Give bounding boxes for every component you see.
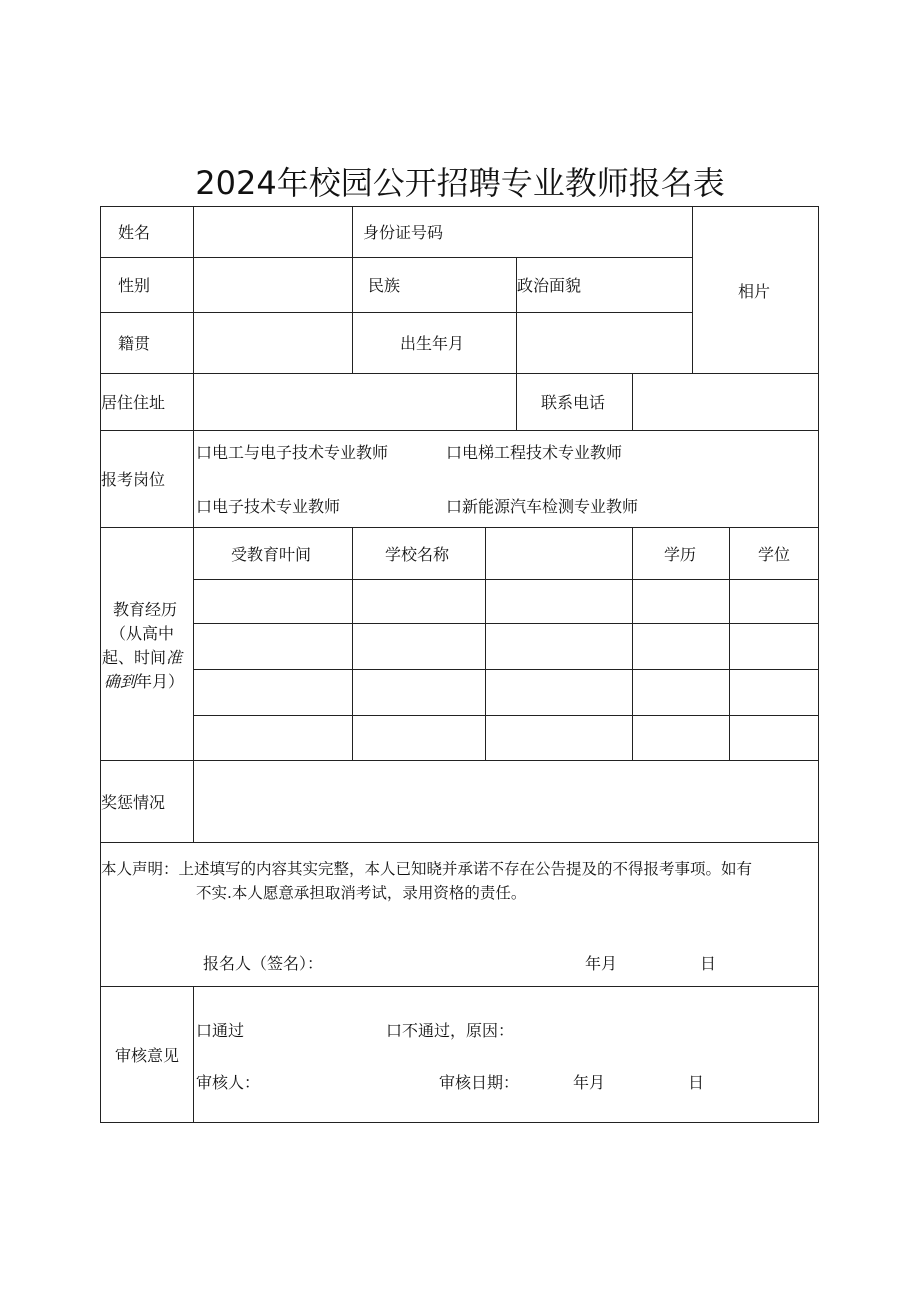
education-label-line3b: 准 xyxy=(166,648,183,667)
row-divider xyxy=(193,579,819,580)
review-year-month: 年月 xyxy=(573,1073,606,1092)
review-day: 日 xyxy=(688,1073,705,1092)
row-divider xyxy=(100,257,693,258)
awards-label: 奖惩情况 xyxy=(101,793,166,812)
row-divider xyxy=(100,373,819,374)
col-divider xyxy=(352,527,353,761)
col-divider xyxy=(485,527,486,761)
row-divider xyxy=(100,430,819,431)
declaration-year-month: 年月 xyxy=(585,954,618,973)
table-border-bottom xyxy=(100,1122,819,1123)
position-label: 报考岗位 xyxy=(101,470,166,489)
education-label-line4a: 确到 xyxy=(104,672,137,691)
position-option-4[interactable]: 口新能源汽车检测专业教师 xyxy=(446,497,639,516)
col-divider xyxy=(632,373,633,431)
row-divider xyxy=(193,623,819,624)
review-date-label: 审核日期： xyxy=(439,1073,520,1092)
row-divider xyxy=(100,842,819,843)
address-label: 居住住址 xyxy=(101,393,166,412)
row-divider xyxy=(100,760,819,761)
political-status-label: 政治面貌 xyxy=(517,276,582,295)
reviewer-label: 审核人： xyxy=(196,1073,261,1092)
birth-date-label: 出生年月 xyxy=(400,334,465,353)
ethnicity-label: 民族 xyxy=(368,276,401,295)
row-divider xyxy=(100,527,819,528)
col-divider xyxy=(632,527,633,761)
page-title: 2024年校园公开招聘专业教师报名表 xyxy=(195,164,725,202)
position-option-3[interactable]: 口电子技术专业教师 xyxy=(196,497,341,516)
education-label-line1: 教育经历 xyxy=(113,600,178,619)
edu-header-degree-level: 学历 xyxy=(664,545,697,564)
row-divider xyxy=(100,312,693,313)
row-divider xyxy=(193,669,819,670)
education-label-line4b: 年 xyxy=(136,672,153,691)
col-divider xyxy=(193,986,194,1123)
edu-header-school: 学校名称 xyxy=(385,545,450,564)
review-label: 审核意见 xyxy=(115,1046,180,1065)
declaration-day: 日 xyxy=(700,954,717,973)
declaration-line1: 本人声明：上述填写的内容其实完整，本人已知晓并承诺不存在公告提及的不得报考事项。如有 xyxy=(101,860,753,878)
declaration-line2: 不实.本人愿意承担取消考试，录用资格的责任。 xyxy=(196,884,527,902)
education-label-line3a: 起、时间 xyxy=(102,648,167,667)
col-divider xyxy=(729,527,730,761)
col-divider xyxy=(193,206,194,761)
education-label-line2: （从高中 xyxy=(110,624,175,643)
education-label-line3 xyxy=(102,648,182,668)
col-divider xyxy=(193,760,194,842)
education-label-line4c: 月） xyxy=(152,672,185,691)
col-divider xyxy=(352,206,353,374)
col-divider xyxy=(692,206,693,374)
photo-label: 相片 xyxy=(738,282,771,301)
name-label: 姓名 xyxy=(118,223,151,242)
education-label-line4 xyxy=(104,672,184,692)
table-border-top xyxy=(100,206,819,207)
position-option-2[interactable]: 口电梯工程技术专业教师 xyxy=(446,443,623,462)
edu-header-degree: 学位 xyxy=(758,545,791,564)
position-option-1[interactable]: 口电工与电子技术专业教师 xyxy=(196,443,389,462)
native-place-label: 籍贯 xyxy=(118,334,151,353)
edu-header-time: 受教育叶间 xyxy=(231,545,312,564)
review-fail-option[interactable]: 口不通过，原因： xyxy=(386,1021,515,1040)
row-divider xyxy=(193,715,819,716)
gender-label: 性别 xyxy=(118,276,151,295)
row-divider xyxy=(100,986,819,987)
review-pass-option[interactable]: 口通过 xyxy=(196,1021,245,1040)
signer-label: 报名人（签名）： xyxy=(203,954,324,973)
id-number-label: 身份证号码 xyxy=(363,223,444,242)
phone-label: 联系电话 xyxy=(541,393,606,412)
